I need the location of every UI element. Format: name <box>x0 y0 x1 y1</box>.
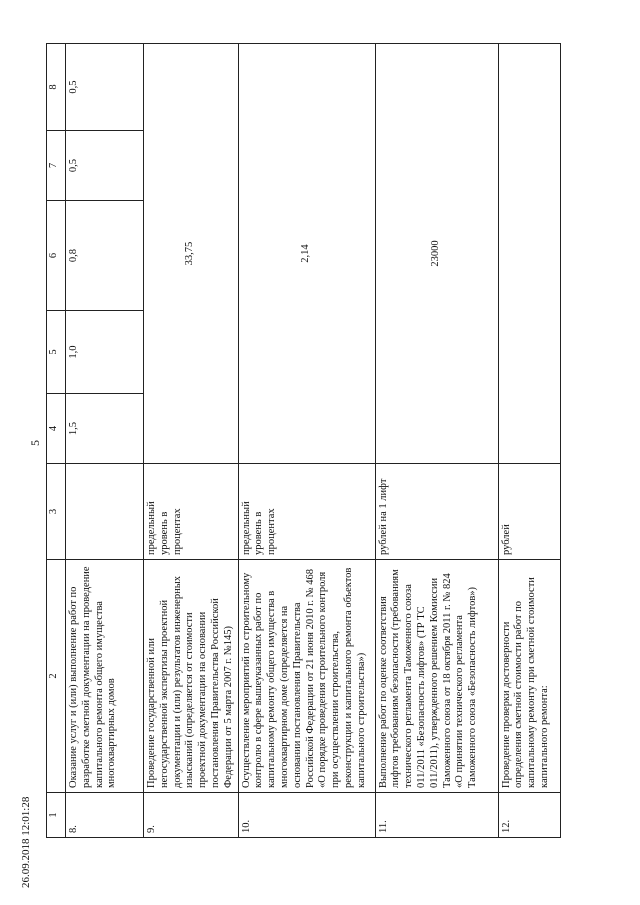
row-description: Выполнение работ по оценке соответствия лифтов требованиям безопасности (требованиям технического регламента Таможенного союза 011/2011 «Безопасность лифтов» (ТР ТС 011/2011), утвержденного решением Комиссии Таможенного союза от 18 октября 2011 г. № 824 «О принятии технического регламента Таможенного союза «Безопасность лифтов») <box>375 560 498 793</box>
column-header: 2 <box>47 560 66 793</box>
merged-value-cell: 23000 <box>375 44 498 464</box>
tariff-table <box>46 43 561 838</box>
row-unit: предельный уровень в процентах <box>238 464 375 560</box>
row-unit: рублей на 1 лифт <box>375 464 498 560</box>
row-description: Проведение государственной или негосударственной экспертизы проектной документации и (или) результатов инженерных изысканий (определяется от стоимости проектной документации на основании постановления Правительства Российской Федерации от 5 марта 2007 г. №145) <box>144 560 239 793</box>
column-header: 5 <box>47 311 66 394</box>
row-unit <box>66 464 144 560</box>
row-number: 10. <box>238 793 375 838</box>
value-cell: 1,0 <box>66 311 144 394</box>
merged-value-cell: 33,75 <box>144 44 239 464</box>
value-cell: 0,5 <box>66 131 144 201</box>
row-description: Оказание услуг и (или) выполнение работ по разработке сметной документации на проведение капитального ремонта общего имущества многоквартирных домов <box>66 560 144 793</box>
print-timestamp: 26.09.2018 12:01:28 <box>20 796 32 888</box>
row-description: Осуществление мероприятий по строительному контролю в сфере вышеуказанных работ по капитальному ремонту общего имущества в многоквартирном доме (определяется на основании постановления Правительства Российской Федерации от 21 июня 2010 г. № 468 «О порядке проведения строительного контроля при осуществлении строительства, реконструкции и капитального ремонта объектов капитального строительства») <box>238 560 375 793</box>
page-number: 5 <box>28 440 42 446</box>
header-row <box>47 44 66 838</box>
row-unit: рублей <box>498 464 560 560</box>
row-description: Проведение проверки достоверности определения сметной стоимости работ по капитальному ремонту при сметной стоимости капитального ремонта: <box>498 560 560 793</box>
row-number: 9. <box>144 793 239 838</box>
value-cell: 1,5 <box>66 394 144 464</box>
column-header: 3 <box>47 464 66 560</box>
table-row <box>375 44 498 838</box>
row-unit: предельный уровень в процентах <box>144 464 239 560</box>
table-row <box>238 44 375 838</box>
table-row <box>66 44 144 838</box>
row-number: 8. <box>66 793 144 838</box>
column-header: 8 <box>47 44 66 131</box>
merged-value-cell <box>498 44 560 464</box>
column-header: 6 <box>47 201 66 311</box>
column-header: 4 <box>47 394 66 464</box>
column-header: 1 <box>47 793 66 838</box>
value-cell: 0,8 <box>66 201 144 311</box>
column-header: 7 <box>47 131 66 201</box>
row-number: 11. <box>375 793 498 838</box>
table-row <box>144 44 239 838</box>
merged-value-cell: 2,14 <box>238 44 375 464</box>
table-row <box>498 44 560 838</box>
tariff-table-container <box>46 44 555 838</box>
row-number: 12. <box>498 793 560 838</box>
value-cell: 0,5 <box>66 44 144 131</box>
